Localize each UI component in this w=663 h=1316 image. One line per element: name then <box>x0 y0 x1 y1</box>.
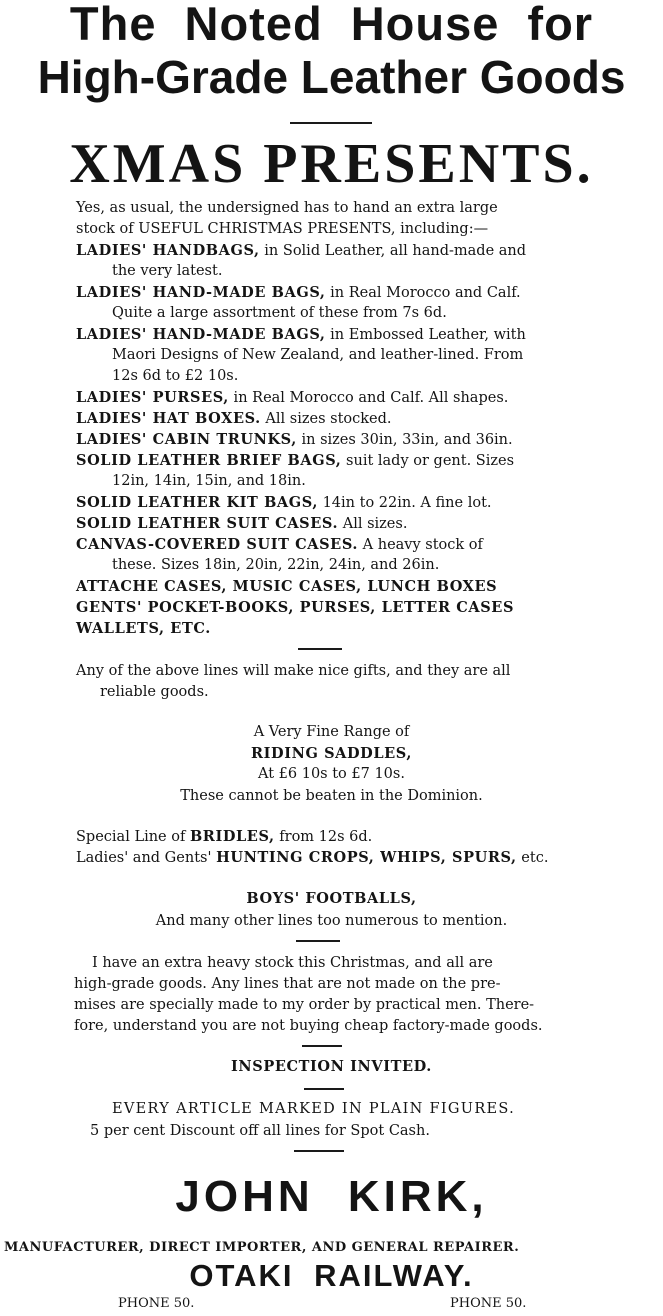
saddles-heading: RIDING SADDLES, <box>251 745 412 762</box>
list-item: SOLID LEATHER SUIT CASES. All sizes. <box>76 515 408 532</box>
inspection-heading: INSPECTION INVITED. <box>231 1058 432 1075</box>
merchant-name: JOHN KIRK, <box>175 1172 488 1221</box>
stock-line-2: high-grade goods. Any lines that are not made on the pre- <box>74 976 501 992</box>
page-title: XMAS PRESENTS. <box>69 133 594 195</box>
saddles-price: At £6 10s to £7 10s. <box>258 766 405 782</box>
gifts-line-2: reliable goods. <box>100 684 209 700</box>
list-item: WALLETS, ETC. <box>76 620 211 637</box>
list-item: SOLID LEATHER KIT BAGS, 14in to 22in. A fine lot. <box>76 494 492 511</box>
stock-line-4: fore, understand you are not buying cheap factory-made goods. <box>74 1018 543 1034</box>
header-line-1: The Noted House for <box>69 0 594 50</box>
saddles-line-1: A Very Fine Range of <box>253 724 410 740</box>
divider-rule <box>296 940 340 942</box>
list-item: SOLID LEATHER BRIEF BAGS, suit lady or gent. Sizes <box>76 452 515 469</box>
divider-rule <box>302 1045 342 1047</box>
merchant-roles: MANUFACTURER, DIRECT IMPORTER, AND GENERAL REPAIRER. <box>4 1240 520 1255</box>
saddles-line-4: These cannot be beaten in the Dominion. <box>180 788 483 804</box>
list-item: LADIES' HANDBAGS, in Solid Leather, all hand-made and <box>76 242 527 259</box>
merchant-location: OTAKI RAILWAY. <box>189 1258 474 1293</box>
divider-rule <box>294 1150 344 1152</box>
list-item: Quite a large assortment of these from 7s 6d. <box>112 305 447 321</box>
footballs-line-2: And many other lines too numerous to mention. <box>155 913 508 929</box>
gifts-line-1: Any of the above lines will make nice gifts, and they are all <box>76 663 511 679</box>
bridles-line-1: Special Line of BRIDLES, from 12s 6d. <box>76 828 373 845</box>
phone-right: PHONE 50. <box>450 1296 527 1311</box>
list-item: LADIES' HAND-MADE BAGS, in Embossed Leather, with <box>76 326 526 343</box>
pricing-line-2: 5 per cent Discount off all lines for Spot Cash. <box>90 1123 430 1139</box>
list-item: GENTS' POCKET-BOOKS, PURSES, LETTER CASES <box>76 599 515 616</box>
list-item: the very latest. <box>112 263 223 279</box>
list-item: LADIES' HAT BOXES. All sizes stocked. <box>76 410 392 427</box>
list-item: LADIES' CABIN TRUNKS, in sizes 30in, 33in, and 36in. <box>76 431 513 448</box>
header-line-2: High-Grade Leather Goods <box>37 51 626 103</box>
list-item: 12s 6d to £2 10s. <box>112 368 239 384</box>
intro-line-1: Yes, as usual, the undersigned has to hand an extra large <box>76 200 498 216</box>
intro-line-2: stock of USEFUL CHRISTMAS PRESENTS, including:— <box>76 221 489 237</box>
divider-rule <box>298 648 342 650</box>
list-item: Maori Designs of New Zealand, and leather-lined. From <box>112 347 524 363</box>
list-item: ATTACHE CASES, MUSIC CASES, LUNCH BOXES <box>76 578 498 595</box>
list-item: CANVAS-COVERED SUIT CASES. A heavy stock of <box>76 536 483 553</box>
pricing-line-1: EVERY ARTICLE MARKED IN PLAIN FIGURES. <box>112 1101 516 1117</box>
divider-rule <box>304 1088 344 1090</box>
stock-line-1: I have an extra heavy stock this Christmas, and all are <box>92 955 493 971</box>
footballs-heading: BOYS' FOOTBALLS, <box>246 890 417 907</box>
list-item: LADIES' HAND-MADE BAGS, in Real Morocco and Calf. <box>76 284 521 301</box>
list-item: these. Sizes 18in, 20in, 22in, 24in, and 26in. <box>112 557 440 573</box>
list-item: 12in, 14in, 15in, and 18in. <box>112 473 306 489</box>
stock-line-3: mises are specially made to my order by practical men. There- <box>74 997 535 1013</box>
bridles-line-2: Ladies' and Gents' HUNTING CROPS, WHIPS, SPURS, etc. <box>76 849 549 866</box>
phone-left: PHONE 50. <box>118 1296 195 1311</box>
list-item: LADIES' PURSES, in Real Morocco and Calf. All shapes. <box>76 389 509 406</box>
divider-rule <box>290 122 372 124</box>
